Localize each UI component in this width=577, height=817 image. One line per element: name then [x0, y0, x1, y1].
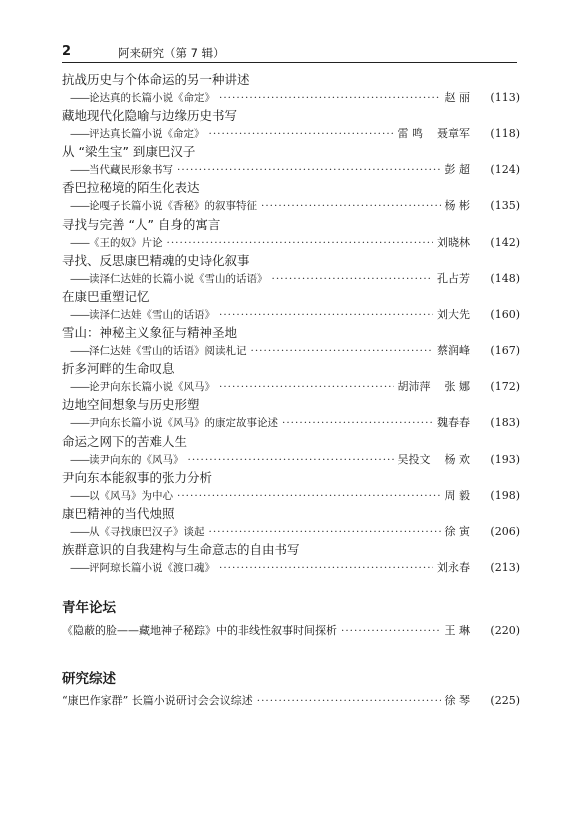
author: 刘大先 [437, 307, 470, 321]
article-title: 族群意识的自我建构与生命意志的自由书写 [62, 541, 300, 557]
toc-entry[interactable] [62, 252, 520, 288]
article-subtitle: 读泽仁达娃的长篇小说《雪山的话语》 [89, 272, 268, 285]
author: 徐 琴 [444, 694, 470, 707]
page-ref: (118) [490, 127, 520, 141]
article-title: 《隐蔽的脸——藏地神子秘踪》中的非线性叙事时间探析 [62, 624, 337, 637]
toc-entry[interactable] [62, 360, 520, 396]
toc-item-research-review[interactable] [62, 692, 520, 710]
page-ref: (193) [490, 452, 520, 466]
em-dash: —— [70, 381, 89, 394]
article-title: 康巴精神的当代烛照 [62, 505, 175, 521]
dot-leader [177, 487, 441, 505]
dot-leader [341, 622, 441, 640]
author: 刘永春 [437, 560, 470, 574]
article-subtitle-line [62, 487, 520, 505]
toc-entry[interactable] [62, 469, 520, 505]
article-subtitle: 读泽仁达娃《雪山的话语》 [89, 308, 215, 321]
em-dash: —— [70, 92, 89, 104]
page-ref: (113) [490, 91, 520, 104]
article-title: 边地空间想象与历史形塑 [62, 397, 200, 413]
dot-leader [251, 342, 434, 360]
article-subtitle-line [62, 414, 520, 432]
coauthor: 胡沛萍 [397, 380, 431, 394]
article-subtitle: 论达真的长篇小说《命定》 [89, 92, 215, 104]
article-title: 在康巴重塑记忆 [62, 288, 150, 304]
em-dash: —— [70, 128, 89, 141]
author: 蔡润峰 [437, 344, 470, 358]
article-subtitle: 评达真长篇小说《命定》 [89, 128, 205, 141]
article-title: 藏地现代化隐喻与边缘历史书写 [62, 108, 238, 124]
page-header [62, 43, 517, 63]
coauthor: 吴投文 [397, 452, 431, 466]
article-subtitle: 论尹向东长篇小说《风马》 [89, 381, 215, 394]
article-subtitle-line [62, 197, 520, 215]
page-ref: (160) [490, 307, 520, 321]
toc-entry[interactable] [62, 396, 520, 432]
author: 周 毅 [444, 488, 470, 502]
author: 魏春春 [437, 416, 470, 430]
page-ref: (213) [490, 560, 520, 574]
article-title: 尹向东本能叙事的张力分析 [62, 469, 213, 485]
toc-item-youth-forum[interactable] [62, 622, 520, 640]
dot-leader [188, 451, 394, 469]
author: 刘晓林 [437, 235, 470, 249]
page-number: 2 [62, 44, 72, 59]
section-heading-research-review: 研究综述 [62, 671, 116, 687]
header-rule [62, 62, 517, 63]
author: 赵 丽 [444, 91, 470, 104]
author: 王 琳 [444, 624, 470, 637]
article-subtitle-line [62, 89, 520, 107]
page-ref: (225) [490, 694, 520, 707]
article-title: 抗战历史与个体命运的另一种讲述 [62, 72, 250, 87]
article-subtitle-line [62, 161, 520, 179]
dot-leader [167, 234, 434, 252]
page-ref: (220) [490, 624, 520, 637]
article-subtitle: 评阿琼长篇小说《渡口魂》 [89, 561, 215, 574]
toc-entry[interactable] [62, 288, 520, 324]
article-title: 从 “梁生宝” 到康巴汉子 [62, 144, 196, 160]
article-subtitle-line [62, 270, 520, 288]
em-dash: —— [70, 345, 89, 358]
page-ref: (142) [490, 235, 520, 249]
page-ref: (198) [490, 488, 520, 502]
article-subtitle-line [62, 234, 520, 252]
article-subtitle-line [62, 342, 520, 360]
article-title: 雪山：神秘主义象征与精神圣地 [62, 325, 238, 341]
page-ref: (172) [490, 380, 520, 394]
em-dash: —— [70, 489, 89, 502]
article-title: 寻找与完善 “人” 自身的寓言 [62, 216, 221, 232]
em-dash: —— [70, 525, 89, 538]
author: 杨 彬 [444, 199, 470, 213]
dot-leader [261, 197, 441, 215]
article-subtitle: 当代藏民形象书写 [89, 164, 173, 177]
author: 孔占芳 [437, 271, 470, 285]
article-title: 折多河畔的生命叹息 [62, 361, 175, 377]
em-dash: —— [70, 272, 89, 285]
dot-leader [219, 306, 433, 324]
dot-leader [219, 89, 441, 107]
article-subtitle: 尹向东长篇小说《风马》的康定故事论述 [89, 417, 278, 430]
article-title: 寻找、反思康巴精魂的史诗化叙事 [62, 252, 250, 268]
article-subtitle: 以《风马》为中心 [89, 489, 173, 502]
article-title: “康巴作家群” 长篇小说研讨会会议综述 [62, 694, 253, 707]
article-subtitle: 泽仁达娃《雪山的话语》阅读札记 [89, 345, 247, 358]
dot-leader [282, 414, 433, 432]
running-title: 阿来研究（第 7 辑） [118, 46, 225, 60]
toc-entry[interactable] [62, 71, 520, 107]
author: 徐 寅 [444, 524, 470, 538]
em-dash: —— [70, 308, 89, 321]
em-dash: —— [70, 417, 89, 430]
dot-leader [209, 523, 441, 541]
toc-entry[interactable] [62, 107, 520, 143]
author: 聂章军 [437, 127, 470, 141]
toc-entry[interactable] [62, 216, 520, 252]
toc-entry[interactable] [62, 179, 520, 215]
article-title: 命运之网下的苦难人生 [62, 433, 188, 449]
em-dash: —— [70, 236, 89, 249]
em-dash: —— [70, 453, 89, 466]
toc-entry[interactable] [62, 505, 520, 541]
article-subtitle: 《王的奴》片论 [89, 236, 163, 249]
dot-leader [219, 559, 433, 577]
article-subtitle-line [62, 125, 520, 143]
article-subtitle-line [62, 523, 520, 541]
dot-leader [177, 161, 441, 179]
author: 杨 欢 [444, 452, 470, 466]
page-ref: (167) [490, 344, 520, 358]
article-subtitle-line [62, 306, 520, 324]
section-heading-youth-forum: 青年论坛 [62, 600, 116, 616]
dot-leader [257, 692, 441, 710]
author: 张 娜 [444, 380, 470, 394]
article-subtitle: 从《寻找康巴汉子》谈起 [89, 525, 205, 538]
coauthor: 雷 鸣 [397, 127, 423, 141]
toc-entry[interactable] [62, 541, 520, 577]
article-title: 香巴拉秘境的陌生化表达 [62, 180, 200, 196]
dot-leader [219, 378, 394, 396]
article-subtitle: 论嘎子长篇小说《香秘》的叙事特征 [89, 200, 257, 213]
page-ref: (206) [490, 524, 520, 538]
page-ref: (148) [490, 271, 520, 285]
article-subtitle-line [62, 451, 520, 469]
article-subtitle: 读尹向东的《风马》 [89, 453, 184, 466]
author: 彭 超 [444, 163, 470, 177]
page-ref: (124) [490, 163, 520, 177]
article-subtitle-line [62, 378, 520, 396]
em-dash: —— [70, 164, 89, 177]
em-dash: —— [70, 561, 89, 574]
dot-leader [209, 125, 394, 143]
article-subtitle-line [62, 559, 520, 577]
page-ref: (183) [490, 416, 520, 430]
toc-entry[interactable] [62, 433, 520, 469]
page-ref: (135) [490, 199, 520, 213]
toc-entry[interactable] [62, 143, 520, 179]
em-dash: —— [70, 200, 89, 213]
toc-entry[interactable] [62, 324, 520, 360]
dot-leader [272, 270, 434, 288]
